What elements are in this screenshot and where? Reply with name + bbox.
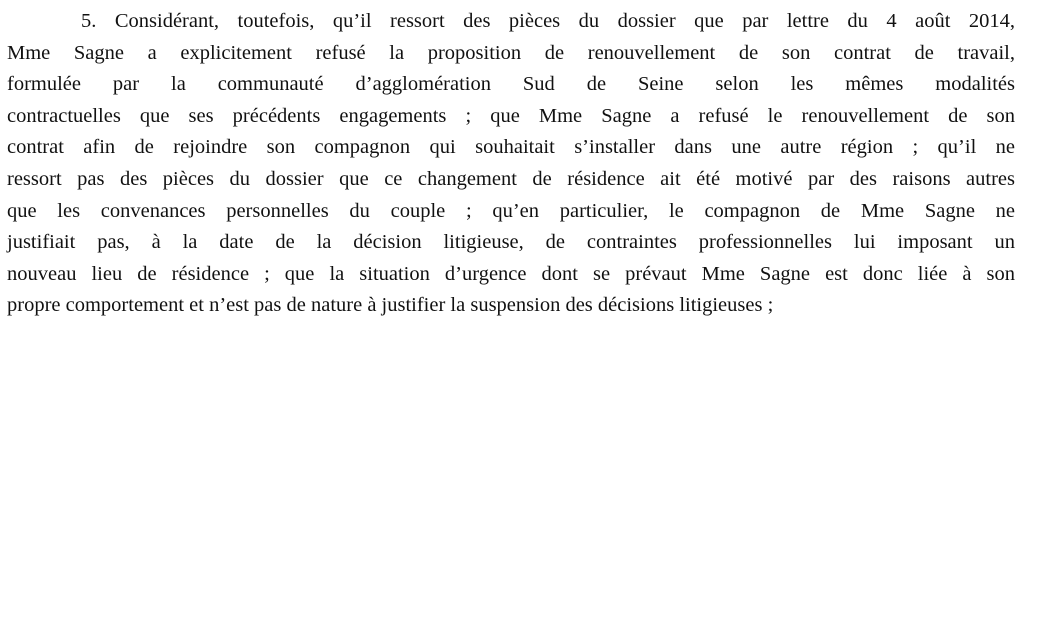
paragraph-line: formulée par la communauté d’agglomération Sud de Seine selon les mêmes modalités xyxy=(7,73,1015,96)
paragraph-line: contrat afin de rejoindre son compagnon qui souhaitait s’installer dans une autre région ; qu’il ne xyxy=(7,136,1015,159)
paragraph-line: justifiait pas, à la date de la décision litigieuse, de contraintes professionnelles lui imposant un xyxy=(7,231,1015,254)
paragraph-5 xyxy=(7,6,1015,322)
paragraph-line: que les convenances personnelles du couple ; qu’en particulier, le compagnon de Mme Sagne ne xyxy=(7,199,1015,222)
paragraph-line: ressort pas des pièces du dossier que ce changement de résidence ait été motivé par des raisons autres xyxy=(7,167,1015,190)
paragraph-line: contractuelles que ses précédents engagements ; que Mme Sagne a refusé le renouvellement de son xyxy=(7,104,1015,127)
paragraph-line: propre comportement et n’est pas de nature à justifier la suspension des décisions litigieuses ; xyxy=(7,294,774,317)
paragraph-line: nouveau lieu de résidence ; que la situation d’urgence dont se prévaut Mme Sagne est donc liée à son xyxy=(7,262,1015,285)
paragraph-line: Mme Sagne a explicitement refusé la proposition de renouvellement de son contrat de travail, xyxy=(7,41,1015,64)
paragraph-line: 5. Considérant, toutefois, qu’il ressort des pièces du dossier que par lettre du 4 août 2014, xyxy=(81,10,1015,32)
